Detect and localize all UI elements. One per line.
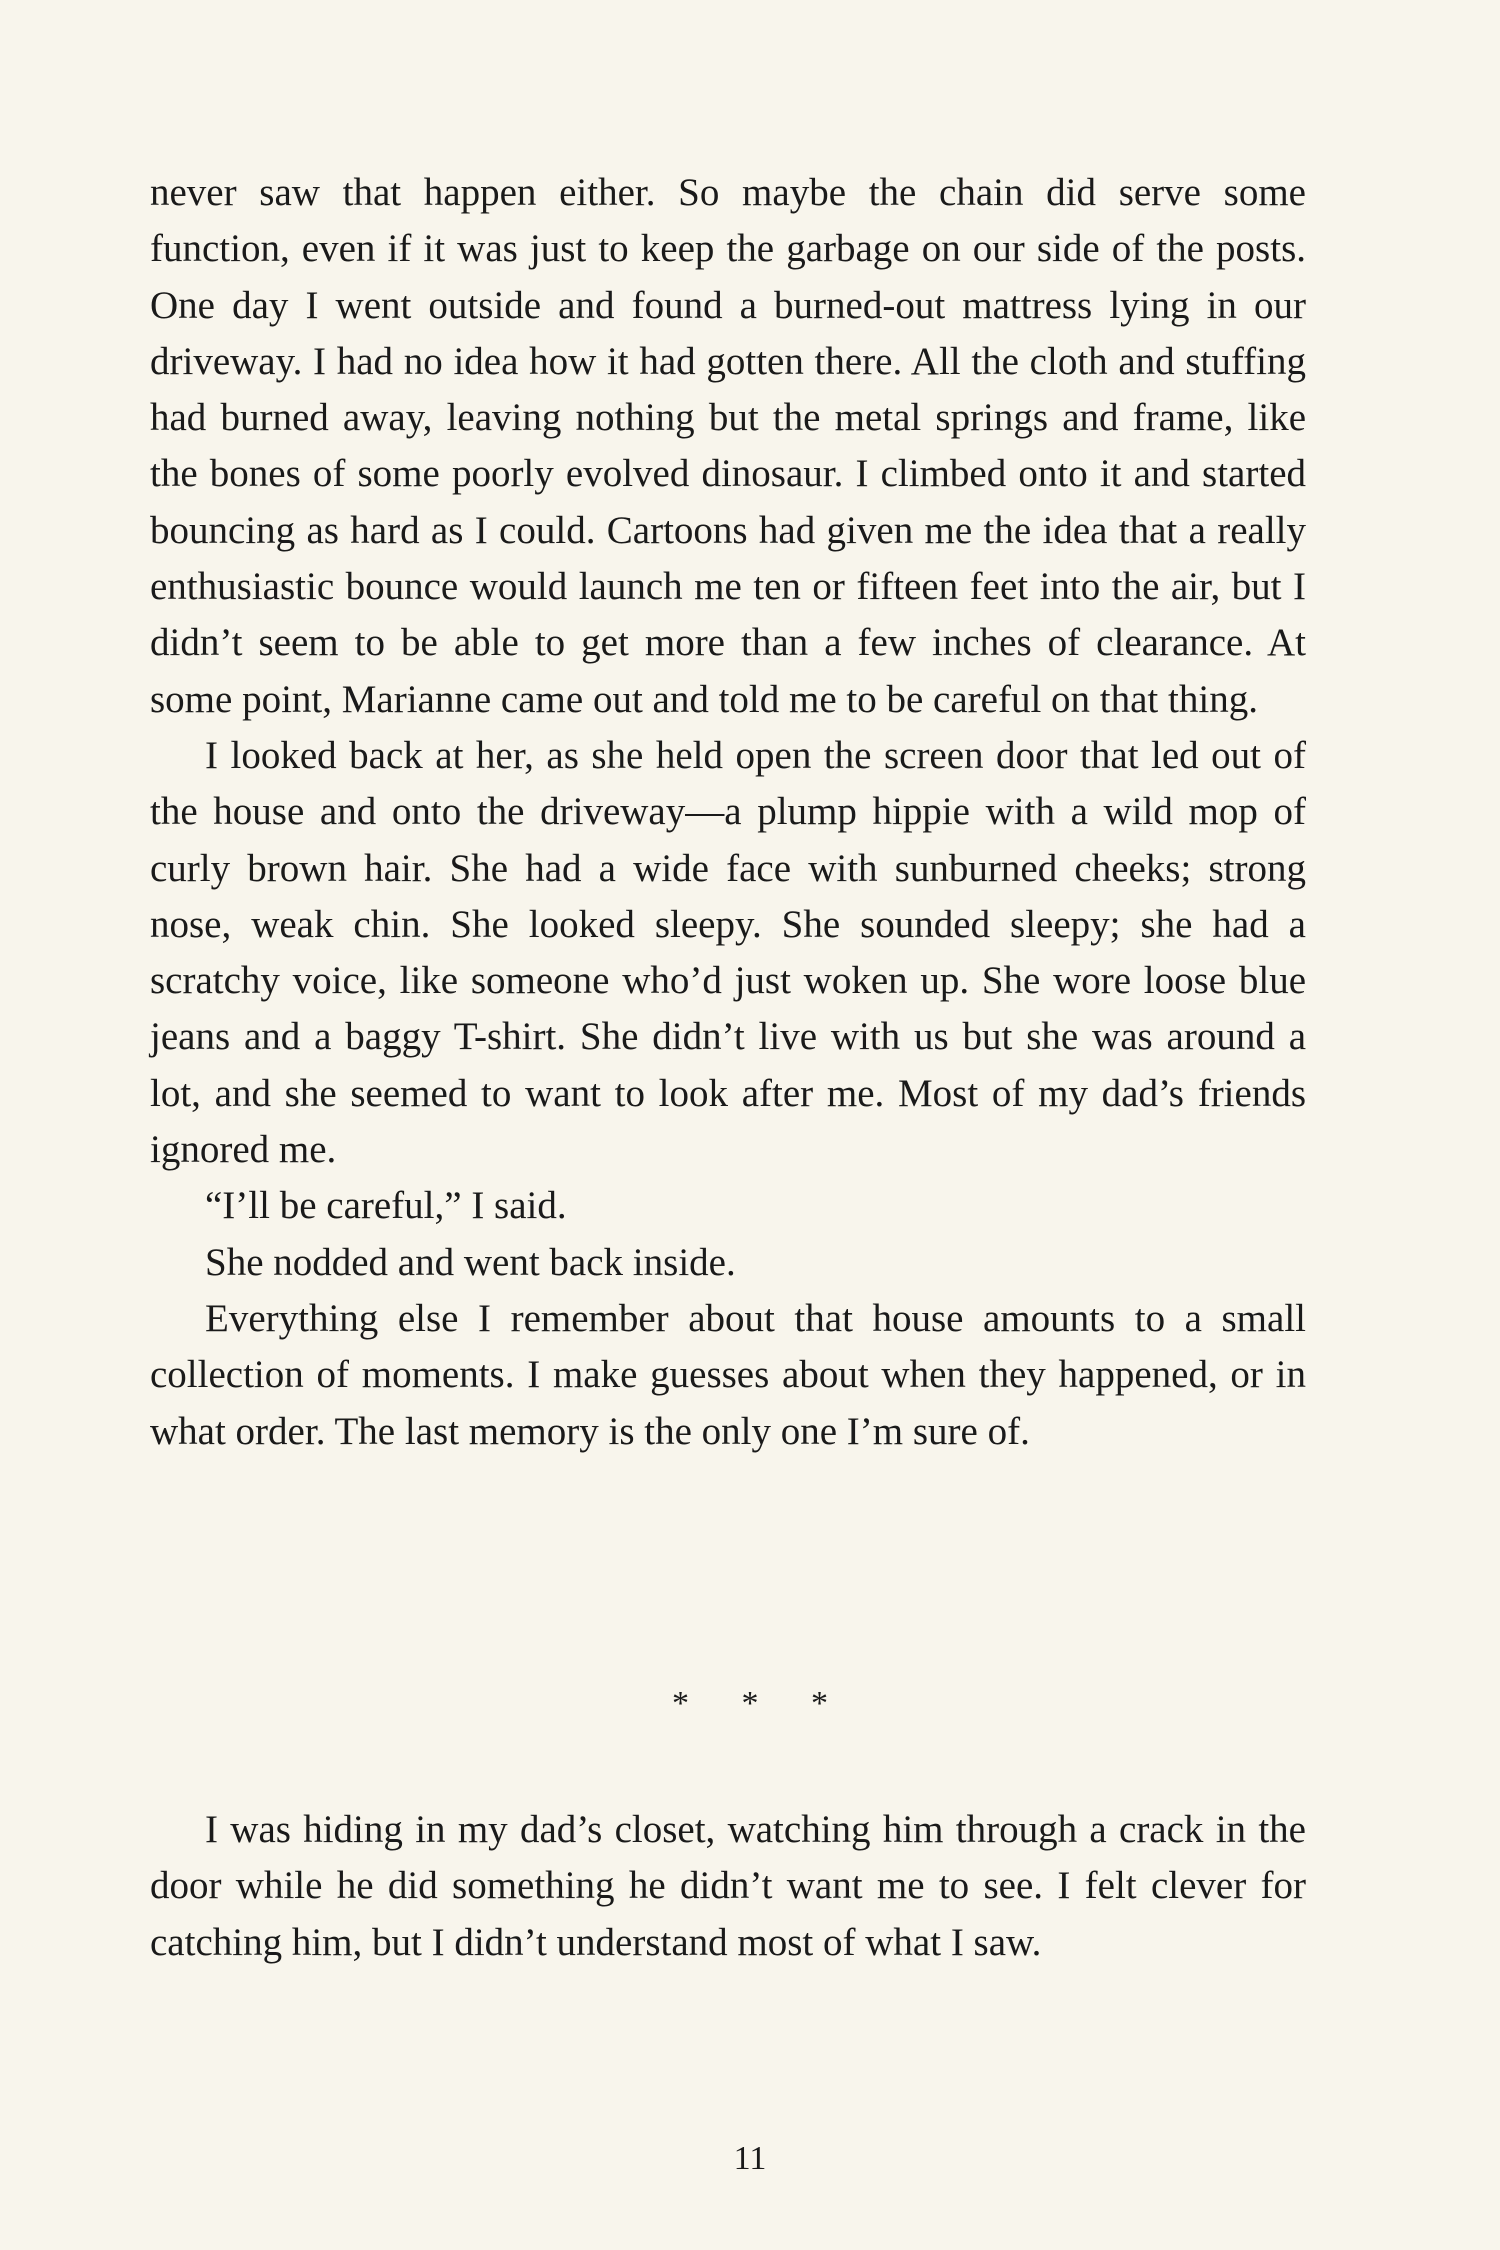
text-block-bottom: [150, 1802, 1306, 1971]
paragraph: never saw that happen either. So maybe the chain did serve some function, even if it was just to keep the garbage on our side of the posts. One day I went outside and found a burned-out mattress lying in our driveway. I had no idea how it had gotten there. All the cloth and stuffing had burned away, leaving nothing but the metal springs and frame, like the bones of some poorly evolved dinosaur. I climbed onto it and started bouncing as hard as I could. Cartoons had given me the idea that a really enthusiastic bounce would launch me ten or fifteen feet into the air, but I didn’t seem to be able to get more than a few inches of clearance. At some point, Marianne came out and told me to be careful on that thing.: [150, 171, 1306, 721]
scene-break: * * *: [672, 1685, 850, 1722]
text-block-top: [150, 165, 1306, 1460]
paragraph: I looked back at her, as she held open the screen door that led out of the house and onto the driveway—a plump hippie with a wild mop of curly brown hair. She had a wide face with sunburned cheeks; strong nose, weak chin. She looked sleepy. She sounded sleepy; she had a scratchy voice, like someone who’d just woken up. She wore loose blue jeans and a baggy T-shirt. She didn’t live with us but she was around a lot, and she seemed to want to look after me. Most of my dad’s friends ignored me.: [150, 733, 1306, 1172]
paragraph: “I’ll be careful,” I said.: [205, 1184, 567, 1228]
paragraph: Everything else I remember about that house amounts to a small collection of moments. I make guesses about when they happened, or in what order. The last memory is the only one I’m sure of.: [150, 1296, 1306, 1453]
paragraph: She nodded and went back inside.: [205, 1240, 736, 1284]
page-number: 11: [733, 2140, 767, 2177]
paragraph: I was hiding in my dad’s closet, watching him through a crack in the door while he did something he didn’t want me to see. I felt clever for catching him, but I didn’t understand most of what I saw.: [150, 1808, 1306, 1964]
